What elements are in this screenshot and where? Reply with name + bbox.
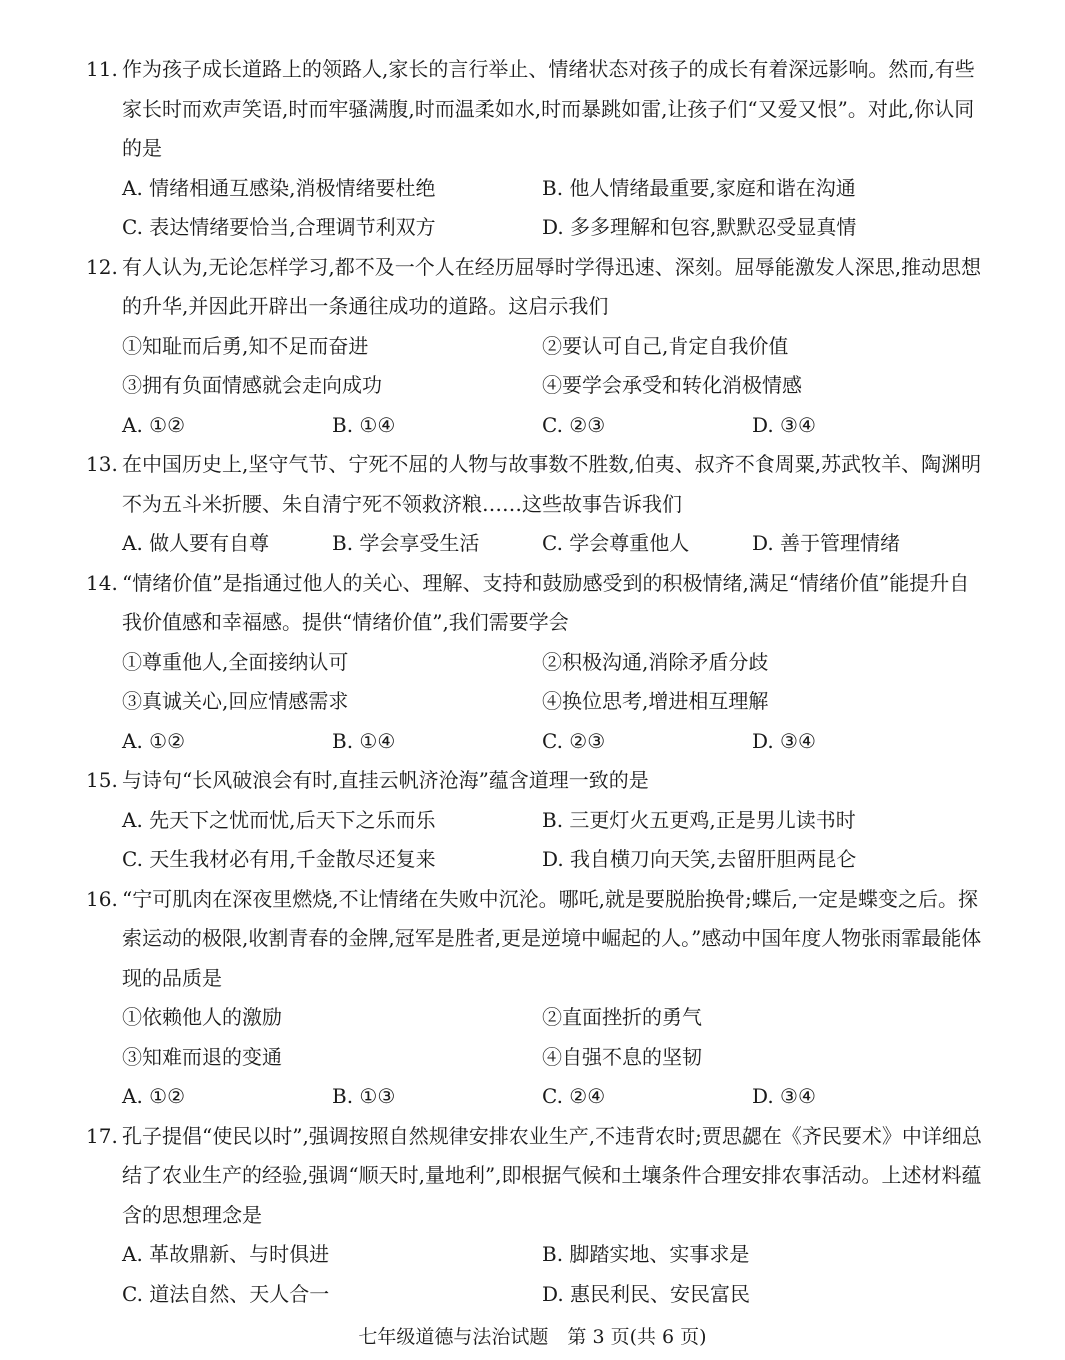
option-c[interactable]: C. ②③ xyxy=(542,728,606,753)
option-a[interactable]: A. 革故鼎新、与时俱进 xyxy=(122,1242,330,1266)
option-a[interactable]: A. 做人要有自尊 xyxy=(122,531,270,555)
option-d[interactable]: D. 惠民利民、安民富民 xyxy=(542,1281,751,1306)
options-17 xyxy=(86,1235,986,1314)
option-d[interactable]: D. ③④ xyxy=(752,728,816,753)
option-a[interactable]: A. ①② xyxy=(122,412,186,437)
option-b[interactable]: B. 他人情绪最重要,家庭和谐在沟通 xyxy=(542,175,856,200)
option-c[interactable]: C. ②③ xyxy=(542,412,606,437)
options-16 xyxy=(86,1077,986,1117)
option-a[interactable]: A. 情绪相通互感染,消极情绪要杜绝 xyxy=(122,175,436,200)
option-d[interactable]: D. 善于管理情绪 xyxy=(752,531,901,555)
question-13 xyxy=(86,445,986,524)
options-13 xyxy=(86,524,986,564)
statement-2: ②直面挫折的勇气 xyxy=(542,1005,702,1029)
question-17 xyxy=(86,1117,986,1236)
question-11 xyxy=(86,50,986,169)
option-c[interactable]: C. 道法自然、天人合一 xyxy=(122,1281,330,1306)
question-number: 16. xyxy=(86,886,118,911)
question-12 xyxy=(86,248,986,327)
statement-1: ①知耻而后勇,知不足而奋进 xyxy=(122,333,369,358)
question-number: 15. xyxy=(86,768,118,792)
option-c[interactable]: C. 天生我材必有用,千金散尽还复来 xyxy=(122,847,436,871)
question-stem: “情绪价值”是指通过他人的关心、理解、支持和鼓励感受到的积极情绪,满足“情绪价值”能提升自我价值感和幸福感。提供“情绪价值”,我们需要学会 xyxy=(122,570,970,634)
question-list xyxy=(86,50,986,1314)
statement-4: ④自强不息的坚韧 xyxy=(542,1044,702,1069)
option-c[interactable]: C. ②④ xyxy=(542,1084,606,1108)
statement-4: ④换位思考,增进相互理解 xyxy=(542,689,769,713)
statement-3: ③拥有负面情感就会走向成功 xyxy=(122,373,382,397)
question-stem: 孔子提倡“使民以时”,强调按照自然规律安排农业生产,不违背农时;贾思勰在《齐民要术》中详细总结了农业生产的经验,强调“顺天时,量地利”,即根据气候和土壤条件合理安排农事活动。上述材料蕴含的思想理念是 xyxy=(122,1123,982,1227)
page-footer: 七年级道德与法治试题 第 3 页(共 6 页) xyxy=(358,1326,707,1348)
statement-4: ④要学会承受和转化消极情感 xyxy=(542,373,802,397)
question-stem: 与诗句“长风破浪会有时,直挂云帆济沧海”蕴含道理一致的是 xyxy=(122,768,649,792)
question-number: 12. xyxy=(86,254,118,279)
question-stem: 在中国历史上,坚守气节、宁死不屈的人物与故事数不胜数,伯夷、叔齐不食周粟,苏武牧羊、陶渊明不为五斗米折腰、朱自清宁死不领救济粮……这些故事告诉我们 xyxy=(122,452,982,516)
option-d[interactable]: D. ③④ xyxy=(752,1084,816,1108)
option-b[interactable]: B. ①④ xyxy=(332,412,396,437)
statement-3: ③知难而退的变通 xyxy=(122,1044,282,1069)
option-b[interactable]: B. 脚踏实地、实事求是 xyxy=(542,1242,750,1266)
option-c[interactable]: C. 表达情绪要恰当,合理调节利双方 xyxy=(122,215,436,239)
question-15 xyxy=(86,761,986,801)
option-d[interactable]: D. ③④ xyxy=(752,412,816,437)
option-d[interactable]: D. 我自横刀向天笑,去留肝胆两昆仑 xyxy=(542,847,857,871)
option-c[interactable]: C. 学会尊重他人 xyxy=(542,531,690,555)
question-number: 14. xyxy=(86,570,118,595)
option-d[interactable]: D. 多多理解和包容,默默忍受显真情 xyxy=(542,215,857,239)
option-b[interactable]: B. 学会享受生活 xyxy=(332,531,480,555)
options-14 xyxy=(86,722,986,762)
statement-3: ③真诚关心,回应情感需求 xyxy=(122,689,349,713)
statement-1: ①依赖他人的激励 xyxy=(122,1005,282,1029)
option-b[interactable]: B. ①④ xyxy=(332,728,396,753)
options-12 xyxy=(86,406,986,446)
statement-2: ②要认可自己,肯定自我价值 xyxy=(542,333,789,358)
options-11 xyxy=(86,169,986,248)
statement-2: ②积极沟通,消除矛盾分歧 xyxy=(542,649,769,674)
option-a[interactable]: A. ①② xyxy=(122,728,186,753)
question-number: 17. xyxy=(86,1123,118,1148)
question-number: 11. xyxy=(86,57,118,81)
option-b[interactable]: B. 三更灯火五更鸡,正是男儿读书时 xyxy=(542,807,856,832)
statements-14 xyxy=(86,643,986,722)
question-stem: 有人认为,无论怎样学习,都不及一个人在经历屈辱时学得迅速、深刻。屈辱能激发人深思,推动思想的升华,并因此开辟出一条通往成功的道路。这启示我们 xyxy=(122,254,982,318)
question-14 xyxy=(86,564,986,643)
options-15 xyxy=(86,801,986,880)
option-a[interactable]: A. 先天下之忧而忧,后天下之乐而乐 xyxy=(122,807,436,832)
statements-12 xyxy=(86,327,986,406)
statement-1: ①尊重他人,全面接纳认可 xyxy=(122,649,349,674)
statements-16 xyxy=(86,998,986,1077)
question-stem: 作为孩子成长道路上的领路人,家长的言行举止、情绪状态对孩子的成长有着深远影响。然而,有些家长时而欢声笑语,时而牢骚满腹,时而温柔如水,时而暴跳如雷,让孩子们“又爱又恨”。对此,你认同的是 xyxy=(122,57,975,160)
option-a[interactable]: A. ①② xyxy=(122,1084,186,1108)
question-number: 13. xyxy=(86,452,118,476)
question-stem: “宁可肌肉在深夜里燃烧,不让情绪在失败中沉沦。哪吒,就是要脱胎换骨;蝶后,一定是蝶变之后。探索运动的极限,收割青春的金牌,冠军是胜者,更是逆境中崛起的人。”感动中国年度人物张雨霏最能体现的品质是 xyxy=(122,886,982,990)
option-b[interactable]: B. ①③ xyxy=(332,1084,396,1108)
question-16 xyxy=(86,880,986,999)
